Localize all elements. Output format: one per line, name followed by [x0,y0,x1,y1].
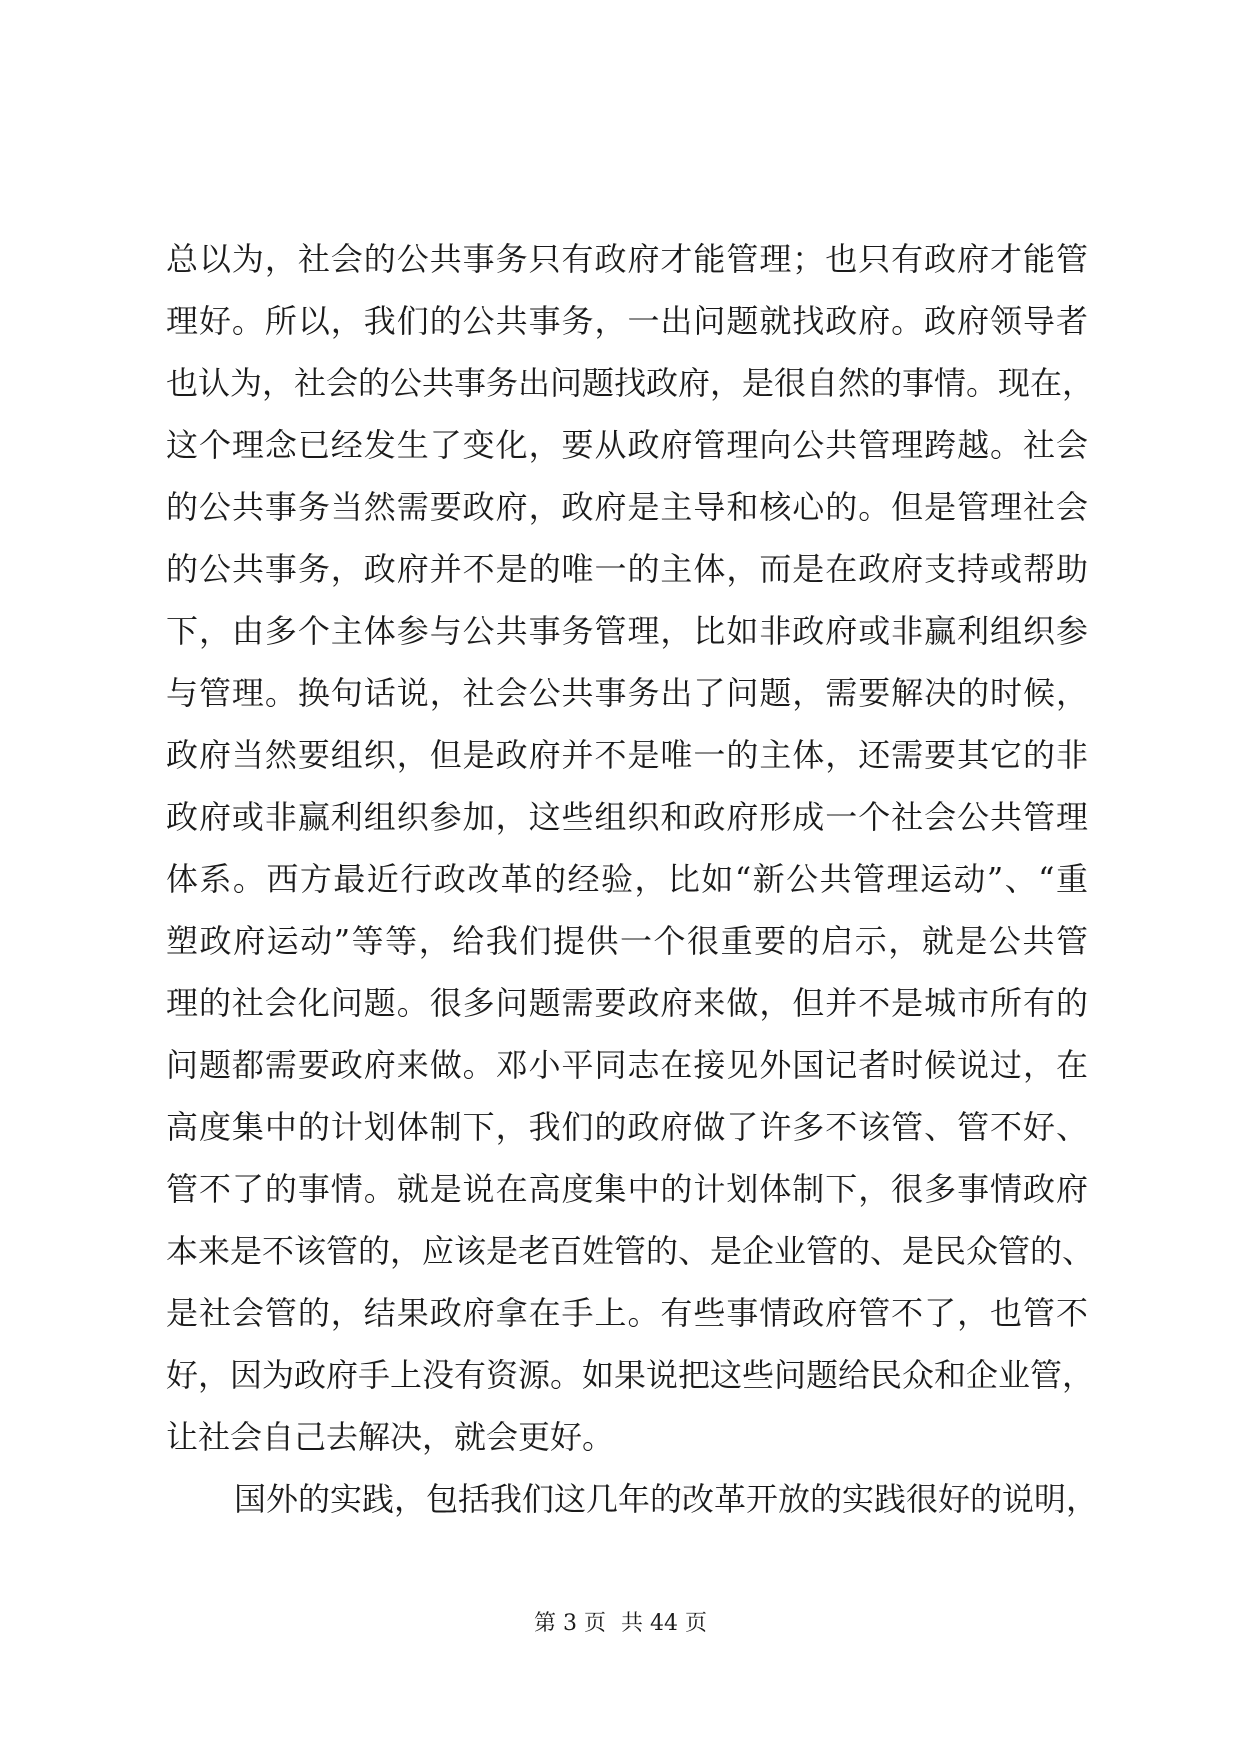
text-line: 理的社会化问题。很多问题需要政府来做，但并不是城市所有的 [166,984,1088,1022]
paragraph [166,1468,1099,1530]
text-line: 管不了的事情。就是说在高度集中的计划体制下，很多事情政府 [166,1170,1088,1208]
text-line: 国外的实践，包括我们这几年的改革开放的实践很好的说明， [234,1480,1099,1518]
text-line: 让社会自己去解决，就会更好。 [166,1418,615,1456]
text-line: 政府当然要组织，但是政府并不是唯一的主体，还需要其它的非 [166,736,1088,774]
text-line: 的公共事务，政府并不是的唯一的主体，而是在政府支持或帮助 [166,550,1088,588]
text-line: 是社会管的，结果政府拿在手上。有些事情政府管不了，也管不 [166,1294,1088,1332]
text-line: 政府或非赢利组织参加，这些组织和政府形成一个社会公共管理 [166,798,1088,836]
text-line: 问题都需要政府来做。邓小平同志在接见外国记者时候说过，在 [166,1046,1088,1084]
text-line: 与管理。换句话说，社会公共事务出了问题，需要解决的时候， [166,674,1088,712]
page-footer [0,1606,1241,1637]
page-total: 共 44 页 [621,1611,707,1636]
text-line: 的公共事务当然需要政府，政府是主导和核心的。但是管理社会 [166,488,1088,526]
text-line: 塑政府运动”等等，给我们提供一个很重要的启示，就是公共管 [166,922,1088,960]
text-line: 理好。所以，我们的公共事务，一出问题就找政府。政府领导者 [166,302,1088,340]
text-line: 总以为，社会的公共事务只有政府才能管理；也只有政府才能管 [166,240,1088,278]
body-text [166,228,1099,1530]
paragraph [166,228,1095,1468]
text-line: 下，由多个主体参与公共事务管理，比如非政府或非赢利组织参 [166,612,1088,650]
text-line: 本来是不该管的，应该是老百姓管的、是企业管的、是民众管的、 [166,1232,1095,1270]
page-number: 第 3 页 [534,1611,606,1636]
text-line: 也认为，社会的公共事务出问题找政府，是很自然的事情。现在， [166,364,1095,402]
text-line: 高度集中的计划体制下，我们的政府做了许多不该管、管不好、 [166,1108,1088,1146]
text-line: 体系。西方最近行政改革的经验，比如“新公共管理运动”、“重 [166,860,1088,898]
text-line: 好，因为政府手上没有资源。如果说把这些问题给民众和企业管， [166,1356,1095,1394]
text-line: 这个理念已经发生了变化，要从政府管理向公共管理跨越。社会 [166,426,1088,464]
